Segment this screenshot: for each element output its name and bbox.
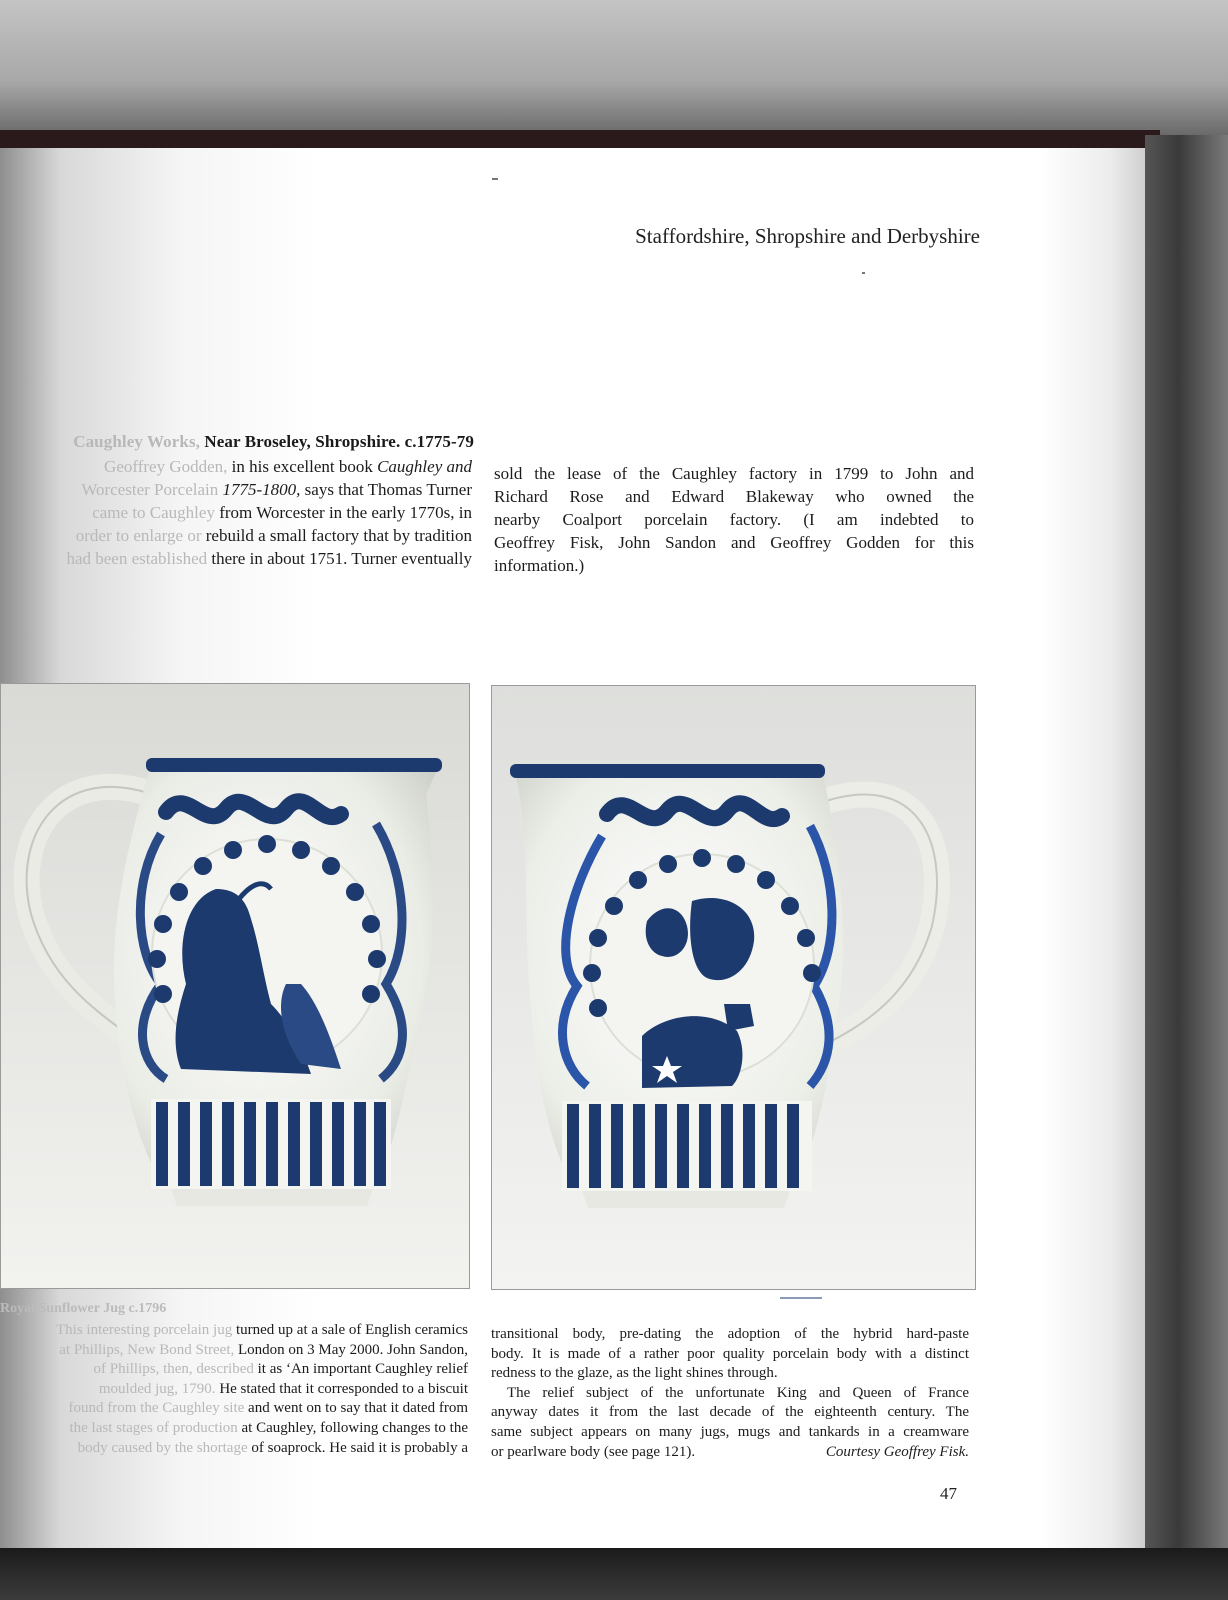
italic-text: 1775-1800, [218, 480, 301, 499]
line-text: He stated that it corresponded to a biscuit [215, 1380, 468, 1397]
caption-line: The relief subject of the unfortunate King and Queen of France [507, 1384, 969, 1401]
faded-text: order to enlarge or [75, 526, 202, 545]
caption-line: same subject appears on many jugs, mugs and tankards in a creamware [491, 1423, 969, 1440]
caption-line [0, 1341, 468, 1361]
faded-text: This interesting porcelain jug [56, 1322, 233, 1338]
body-line: Richard Rose and Edward Blakeway who owned the [494, 487, 974, 506]
caption-line [0, 1321, 468, 1341]
caption-text-left [0, 1321, 468, 1458]
body-text-right [494, 462, 974, 577]
line-text: at Caughley, following changes to the [237, 1419, 468, 1436]
faded-text: of Phillips, then, described [93, 1361, 254, 1378]
faded-text: found from the Caughley site [68, 1400, 245, 1417]
faded-text: Worcester Porcelain [81, 480, 219, 499]
line-text: rebuild a small factory that by tradition [201, 526, 472, 545]
line-text: turned up at a sale of English ceramics [232, 1322, 468, 1338]
faded-text: body caused by the shortage [77, 1439, 248, 1456]
jug-back-illustration [492, 686, 975, 1289]
body-line: nearby Coalport porcelain factory. (I am indebted to [494, 510, 974, 529]
section-heading [0, 432, 474, 452]
caption-line [0, 1419, 468, 1439]
photo-credit: Courtesy Geoffrey Fisk. [825, 1443, 969, 1460]
page-number: 47 [940, 1484, 957, 1503]
caption-line: transitional body, pre-dating the adoption of the hybrid hard-paste [491, 1326, 969, 1342]
body-line: Geoffrey Fisk, John Sandon and Geoffrey Godden for this [494, 533, 974, 552]
jug-photo-front [0, 683, 470, 1289]
print-mark [492, 178, 498, 180]
line-text: in his excellent book [227, 457, 378, 476]
running-head: Staffordshire, Shropshire and Derbyshire [635, 224, 980, 248]
body-line [0, 524, 472, 547]
heading-faded-part: Caughley Works, [73, 432, 201, 451]
body-text-left [0, 455, 472, 570]
faded-text: had been established [66, 549, 208, 568]
line-text: London on 3 May 2000. John Sandon, [234, 1341, 468, 1358]
caption-line [0, 1399, 468, 1419]
scan-background-right [1145, 135, 1228, 1600]
italic-text: Caughley and [377, 457, 472, 476]
print-mark [862, 272, 865, 274]
body-line [0, 547, 472, 570]
faded-text: at Phillips, New Bond Street, [59, 1341, 235, 1358]
body-line [0, 455, 472, 478]
scan-background-bottom [0, 1548, 1228, 1600]
faded-text: Geoffrey Godden, [104, 457, 228, 476]
caption-line: redness to the glaze, as the light shines through. [491, 1365, 778, 1382]
caption-line: anyway dates it from the last decade of the eighteenth century. The [491, 1404, 969, 1421]
heading-main-part: Near Broseley, Shropshire. c.1775-79 [200, 432, 474, 451]
line-text: and went on to say that it dated from [244, 1400, 468, 1417]
faded-text: came to Caughley [92, 503, 215, 522]
caption-line: or pearlware body (see page 121). Courtesy Geoffrey Fisk. [491, 1443, 969, 1463]
jug-front-illustration [1, 684, 469, 1288]
caption-line [0, 1380, 468, 1400]
caption-line: body. It is made of a rather poor quality porcelain body with a distinct [491, 1345, 969, 1362]
caption-title: Royal Sunflower Jug c.1796 [0, 1301, 167, 1316]
caption-line [0, 1360, 468, 1380]
line-text: there in about 1751. Turner eventually [207, 549, 472, 568]
print-mark [780, 1297, 822, 1299]
body-line: information.) [494, 556, 585, 575]
caption-line [0, 1439, 468, 1459]
line-text: from Worcester in the early 1770s, in [214, 503, 472, 522]
body-line [0, 478, 472, 501]
body-line [0, 501, 472, 524]
scan-background-top [0, 0, 1228, 135]
line-text: it as ‘An important Caughley relief [253, 1361, 468, 1378]
body-line: sold the lease of the Caughley factory in 1799 to John and [494, 464, 974, 483]
faded-text: the last stages of production [69, 1419, 238, 1436]
jug-photo-back [491, 685, 976, 1290]
line-text: of soaprock. He said it is probably a [247, 1439, 468, 1456]
caption-text-right [491, 1325, 969, 1462]
line-text: says that Thomas Turner [300, 480, 472, 499]
faded-text: moulded jug, 1790. [98, 1380, 216, 1397]
